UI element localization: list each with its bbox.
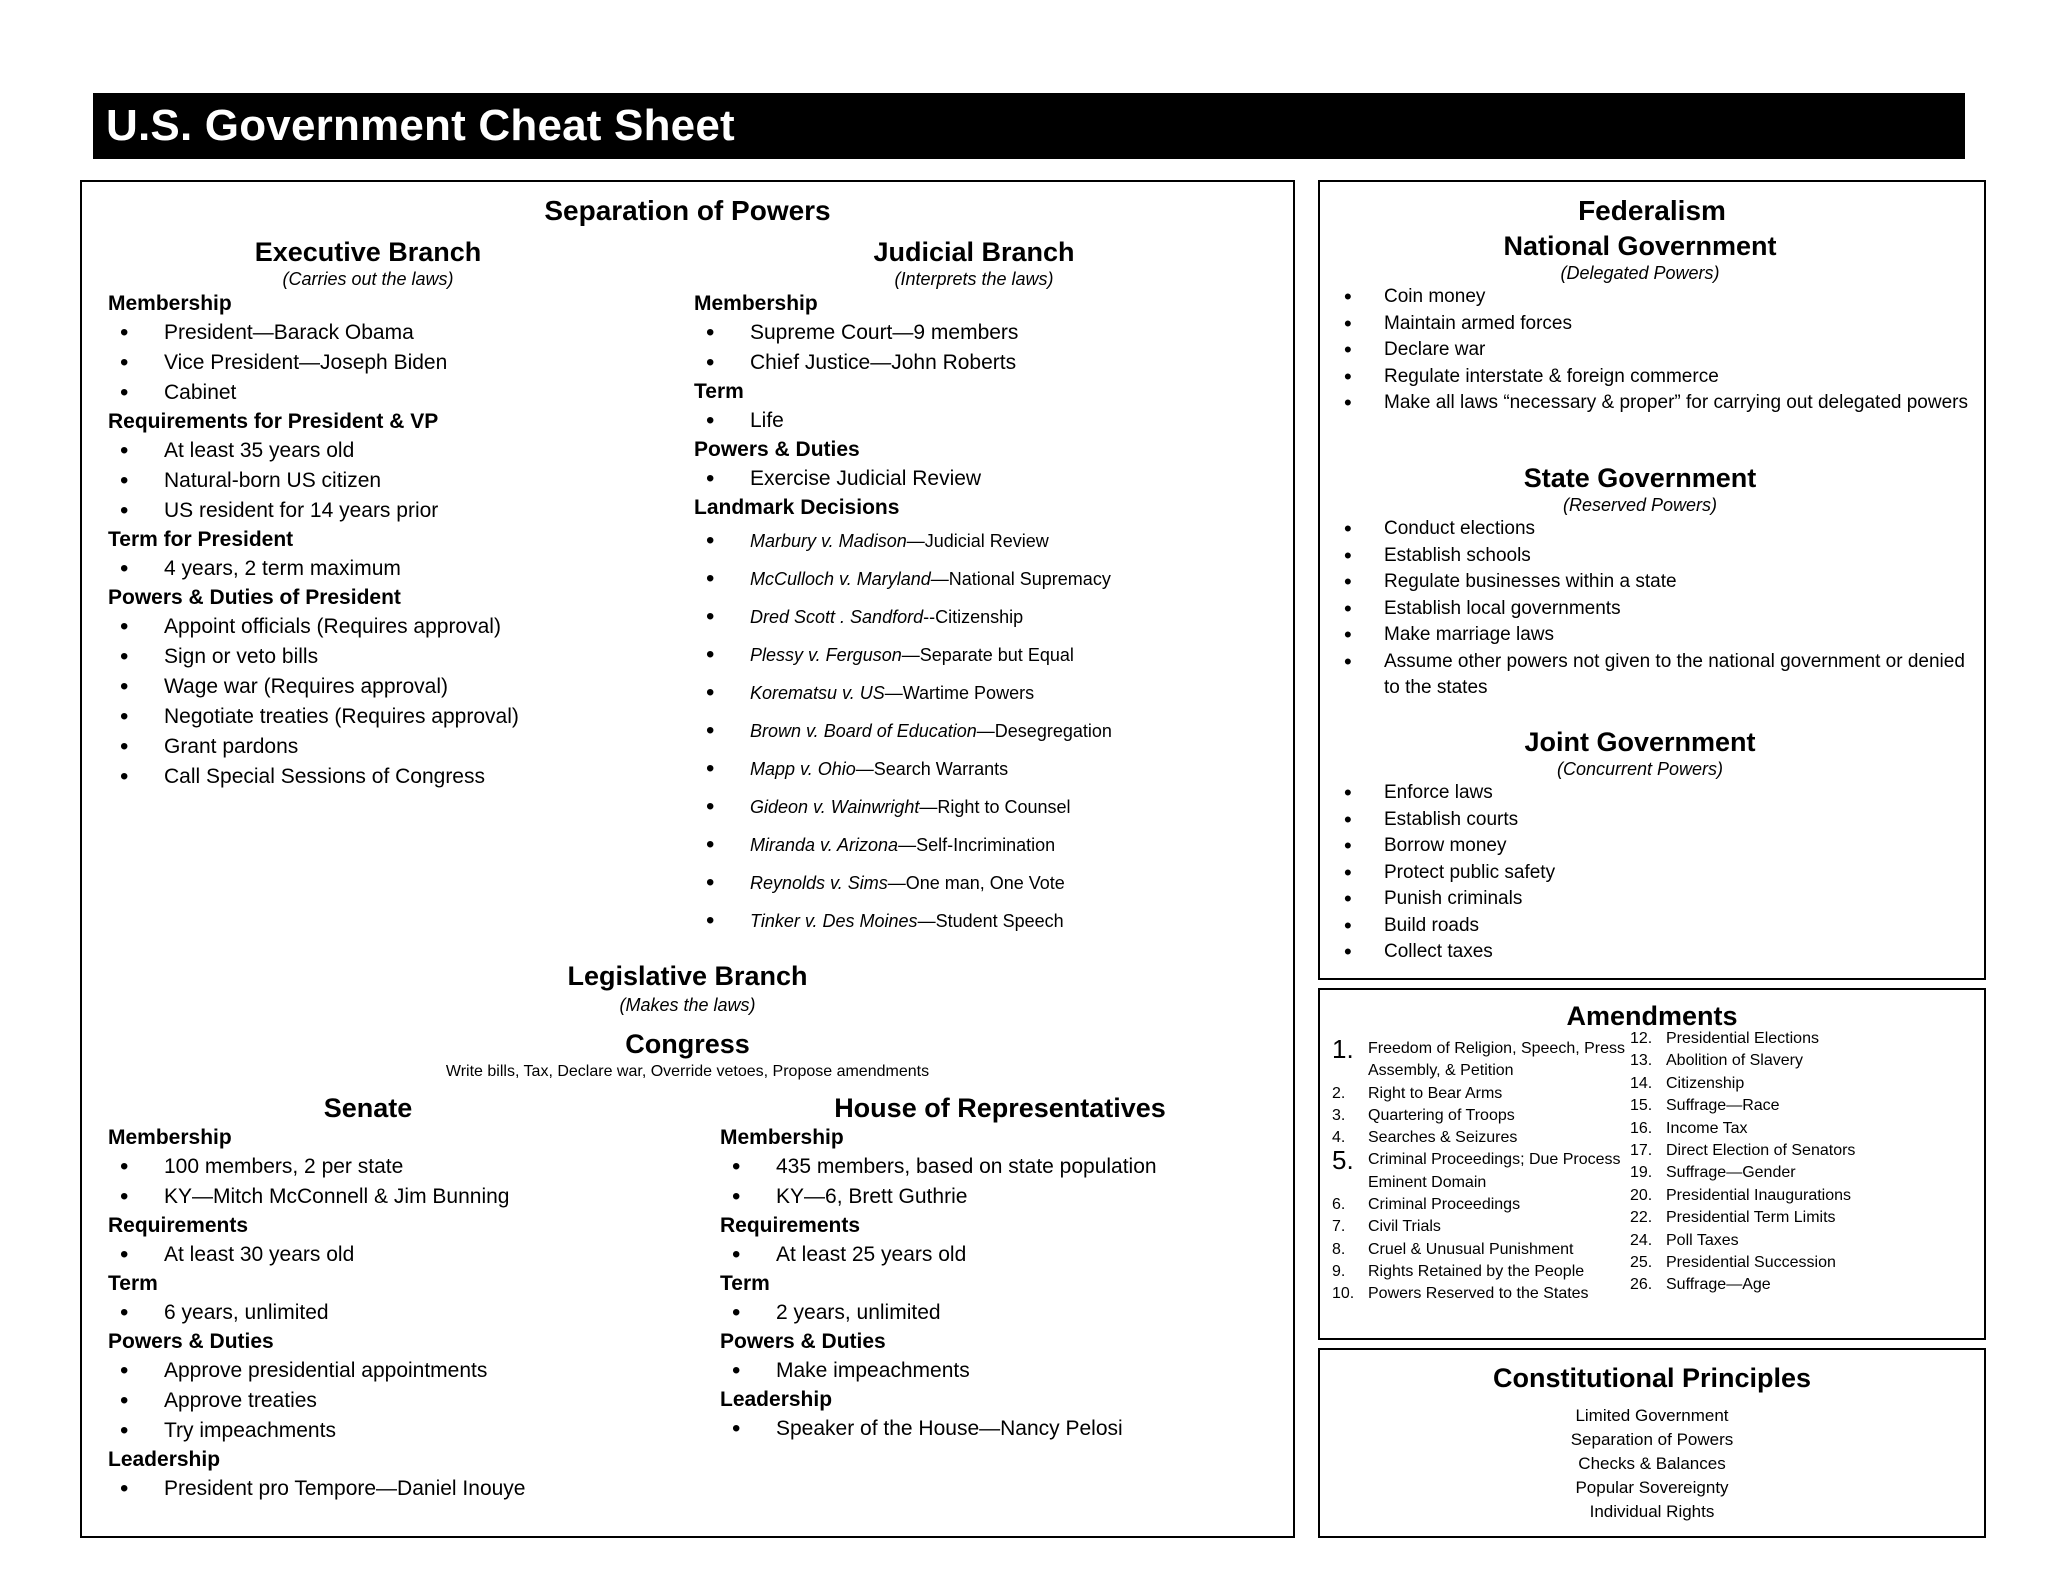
list-item: • Sign or veto bills [108, 642, 668, 672]
legislative-heading: Legislative Branch [567, 961, 808, 991]
amendment-text: Presidential Elections [1666, 1030, 1819, 1047]
list-item: • Collect taxes [1336, 939, 1976, 966]
list-item: • Wage war (Requires approval) [108, 672, 668, 702]
constitutional-principles-section [1318, 1348, 1986, 1538]
case-description: —Student Speech [917, 911, 1064, 931]
amendment-row [1332, 1239, 1632, 1261]
case-item [694, 560, 1274, 598]
amendment-text: Criminal Proceedings; Due Process [1368, 1151, 1621, 1169]
case-item [694, 826, 1274, 864]
list-item: • KY—6, Brett Guthrie [720, 1182, 1280, 1212]
senate-section [108, 1092, 668, 1504]
principles-list [1320, 1404, 1984, 1524]
case-item [694, 598, 1274, 636]
judicial-term-list [694, 406, 1274, 436]
list-item: • Exercise Judicial Review [694, 464, 1274, 494]
amendment-number: 19. [1630, 1164, 1653, 1182]
list-item: • US resident for 14 years prior [108, 496, 668, 526]
case-name: McCulloch v. Maryland [750, 569, 931, 589]
amendment-text: Abolition of Slavery [1666, 1052, 1803, 1070]
executive-branch [108, 236, 668, 792]
list-item: • Regulate businesses within a state [1336, 569, 1976, 596]
amendment-number: 15. [1630, 1097, 1653, 1115]
amendment-row [1630, 1140, 1970, 1162]
senate-powers-list [108, 1356, 668, 1446]
amendment-row [1332, 1127, 1632, 1149]
case-name: Mapp v. Ohio [750, 759, 856, 779]
list-item: • 435 members, based on state population [720, 1152, 1280, 1182]
executive-membership-list [108, 318, 668, 408]
list-item: • President pro Tempore—Daniel Inouye [108, 1474, 668, 1504]
senate-leadership-label: Leadership [108, 1448, 221, 1471]
list-item: • Borrow money [1336, 833, 1976, 860]
list-item: • Vice President—Joseph Biden [108, 348, 668, 378]
case-name: Reynolds v. Sims [750, 873, 888, 893]
list-item: • Make marriage laws [1336, 622, 1976, 649]
joint-subtitle: (Concurrent Powers) [1556, 759, 1724, 779]
amendment-row [1332, 1261, 1632, 1283]
judicial-powers-list [694, 464, 1274, 494]
separation-of-powers-section [80, 180, 1295, 1538]
judicial-subtitle: (Interprets the laws) [894, 269, 1054, 289]
list-item: • Chief Justice—John Roberts [694, 348, 1274, 378]
list-item: • Cabinet [108, 378, 668, 408]
amendment-number: 20. [1630, 1186, 1653, 1204]
joint-powers-list [1336, 780, 1976, 966]
state-subtitle: (Reserved Powers) [1562, 495, 1718, 515]
amendments-left-list [1332, 1034, 1632, 1306]
list-item: • Build roads [1336, 913, 1976, 940]
amendment-number: 3. [1332, 1106, 1346, 1124]
amendment-row [1332, 1194, 1632, 1216]
judicial-heading: Judicial Branch [873, 237, 1075, 267]
amendment-text: Income Tax [1666, 1119, 1748, 1137]
list-item: • At least 30 years old [108, 1240, 668, 1270]
amendment-number: 14. [1630, 1074, 1653, 1092]
landmark-decisions-label: Landmark Decisions [694, 496, 900, 519]
case-name: Marbury v. Madison [750, 531, 907, 551]
amendment-number [1332, 1060, 1368, 1082]
case-description: —Judicial Review [906, 531, 1049, 551]
case-description: —Separate but Equal [901, 645, 1074, 665]
executive-powers-list [108, 612, 668, 792]
case-name: Korematsu v. US [750, 683, 885, 703]
case-item [694, 864, 1274, 902]
senate-powers-label: Powers & Duties [108, 1330, 274, 1353]
judicial-powers-label: Powers & Duties [694, 438, 860, 461]
case-name: Gideon v. Wainwright [750, 797, 920, 817]
case-description: —National Supremacy [930, 569, 1111, 589]
amendment-number: 5. [1332, 1145, 1354, 1176]
list-item: • At least 25 years old [720, 1240, 1280, 1270]
list-item: • At least 35 years old [108, 436, 668, 466]
list-item: • Try impeachments [108, 1416, 668, 1446]
judicial-membership-label: Membership [694, 292, 818, 315]
congress-duties: Write bills, Tax, Declare war, Override vetoes, Propose amendments [445, 1063, 930, 1080]
amendment-text: Suffrage—Gender [1666, 1164, 1796, 1182]
legislative-subtitle: (Makes the laws) [619, 995, 756, 1015]
amendment-row [1332, 1060, 1632, 1082]
senate-leadership-list [108, 1474, 668, 1504]
amendment-number: 22. [1630, 1209, 1653, 1227]
page-title: U.S. Government Cheat Sheet [93, 93, 1965, 159]
amendment-row [1630, 1028, 1970, 1050]
list-item: • Grant pardons [108, 732, 668, 762]
case-description: —Right to Counsel [919, 797, 1071, 817]
house-section [720, 1092, 1280, 1444]
amendment-number: 9. [1332, 1262, 1346, 1280]
principles-heading: Constitutional Principles [1492, 1363, 1812, 1393]
list-item: • Establish schools [1336, 543, 1976, 570]
amendment-number: 7. [1332, 1218, 1346, 1236]
amendment-row [1630, 1050, 1970, 1072]
principle-item: Limited Government [1575, 1406, 1729, 1425]
list-item: • Maintain armed forces [1336, 311, 1976, 338]
list-item: • Punish criminals [1336, 886, 1976, 913]
executive-heading: Executive Branch [254, 237, 482, 267]
principle-item: Individual Rights [1589, 1502, 1715, 1521]
joint-government [1336, 726, 1976, 966]
list-item: • Coin money [1336, 284, 1976, 311]
landmark-decisions-list [694, 522, 1274, 940]
senate-term-list [108, 1298, 668, 1328]
amendment-text: Freedom of Religion, Speech, Press [1368, 1040, 1626, 1057]
amendment-number: 13. [1630, 1052, 1653, 1070]
case-item [694, 788, 1274, 826]
amendment-number: 4. [1332, 1129, 1346, 1147]
amendment-number: 16. [1630, 1119, 1653, 1137]
amendment-row [1630, 1162, 1970, 1184]
executive-subtitle: (Carries out the laws) [282, 269, 454, 289]
list-item: • 100 members, 2 per state [108, 1152, 668, 1182]
house-powers-list [720, 1356, 1280, 1386]
case-item [694, 750, 1274, 788]
principle-item: Popular Sovereignty [1575, 1478, 1729, 1497]
national-heading: National Government [1503, 231, 1777, 261]
case-item [694, 674, 1274, 712]
list-item: • Make impeachments [720, 1356, 1280, 1386]
amendment-number: 12. [1630, 1030, 1653, 1047]
list-item: • Protect public safety [1336, 860, 1976, 887]
house-requirements-list [720, 1240, 1280, 1270]
state-heading: State Government [1523, 463, 1757, 493]
list-item: • Declare war [1336, 337, 1976, 364]
executive-membership-label: Membership [108, 292, 232, 315]
list-item: • Life [694, 406, 1274, 436]
national-powers-list [1336, 284, 1976, 417]
amendment-number: 2. [1332, 1084, 1346, 1102]
house-heading: House of Representatives [834, 1093, 1166, 1123]
amendment-number: 8. [1332, 1240, 1346, 1258]
list-item: • Establish courts [1336, 807, 1976, 834]
amendment-number: 17. [1630, 1142, 1653, 1160]
amendments-heading: Amendments [1566, 1001, 1738, 1031]
amendment-row [1630, 1073, 1970, 1095]
case-description: —Search Warrants [855, 759, 1009, 779]
amendment-row [1332, 1283, 1632, 1305]
case-name: Miranda v. Arizona [750, 835, 899, 855]
case-item [694, 902, 1274, 940]
executive-requirements-label: Requirements for President & VP [108, 410, 439, 433]
house-leadership-list [720, 1414, 1280, 1444]
case-description: --Citizenship [923, 607, 1024, 627]
house-requirements-label: Requirements [720, 1214, 861, 1237]
case-item [694, 636, 1274, 674]
list-item: • Enforce laws [1336, 780, 1976, 807]
amendment-number: 10. [1332, 1285, 1355, 1303]
house-term-list [720, 1298, 1280, 1328]
list-item: • 6 years, unlimited [108, 1298, 668, 1328]
amendment-row [1630, 1118, 1970, 1140]
amendment-row [1332, 1145, 1632, 1176]
amendment-text: Rights Retained by the People [1368, 1262, 1585, 1280]
list-item: • Assume other powers not given to the national government or denied to the states [1336, 649, 1976, 702]
amendment-row [1630, 1252, 1970, 1274]
senate-membership-list [108, 1152, 668, 1212]
amendment-text: Right to Bear Arms [1368, 1084, 1503, 1102]
amendment-text: Presidential Succession [1666, 1254, 1836, 1272]
list-item: • Make all laws “necessary & proper” for carrying out delegated powers [1336, 390, 1976, 417]
amendment-text: Searches & Seizures [1368, 1129, 1518, 1147]
list-item: • Appoint officials (Requires approval) [108, 612, 668, 642]
federalism-heading: Federalism [1578, 195, 1726, 226]
amendment-text: Eminent Domain [1368, 1173, 1487, 1191]
case-description: —Wartime Powers [884, 683, 1035, 703]
case-description: —Desegregation [976, 721, 1112, 741]
amendment-row [1630, 1185, 1970, 1207]
congress-heading: Congress [625, 1029, 750, 1059]
amendment-row [1332, 1105, 1632, 1127]
senate-requirements-label: Requirements [108, 1214, 249, 1237]
amendment-text: Assembly, & Petition [1368, 1062, 1514, 1080]
amendment-row [1630, 1274, 1970, 1296]
executive-term-label: Term for President [108, 528, 294, 551]
judicial-branch [694, 236, 1274, 940]
list-item: • Approve treaties [108, 1386, 668, 1416]
list-item: • Establish local governments [1336, 596, 1976, 623]
amendment-row [1332, 1083, 1632, 1105]
amendment-row [1332, 1216, 1632, 1238]
amendment-row [1332, 1034, 1632, 1064]
joint-heading: Joint Government [1524, 727, 1756, 757]
federalism-section [1318, 180, 1986, 980]
list-item: • Speaker of the House—Nancy Pelosi [720, 1414, 1280, 1444]
amendment-text: Presidential Inaugurations [1666, 1186, 1852, 1204]
amendment-text: Presidential Term Limits [1666, 1209, 1836, 1227]
state-powers-list [1336, 516, 1976, 702]
house-leadership-label: Leadership [720, 1388, 833, 1411]
house-term-label: Term [720, 1272, 770, 1295]
amendment-text: Cruel & Unusual Punishment [1368, 1240, 1574, 1258]
case-name: Dred Scott . Sandford [750, 607, 924, 627]
list-item: • Approve presidential appointments [108, 1356, 668, 1386]
principle-item: Separation of Powers [1570, 1430, 1734, 1449]
judicial-membership-list [694, 318, 1274, 378]
amendment-number: 6. [1332, 1196, 1346, 1214]
state-government [1336, 462, 1976, 702]
list-item: • Regulate interstate & foreign commerce [1336, 364, 1976, 391]
amendment-text: Powers Reserved to the States [1368, 1285, 1589, 1303]
house-membership-list [720, 1152, 1280, 1212]
judicial-term-label: Term [694, 380, 744, 403]
amendment-text: Criminal Proceedings [1368, 1196, 1521, 1214]
amendment-row [1630, 1095, 1970, 1117]
executive-requirements-list [108, 436, 668, 526]
senate-membership-label: Membership [108, 1126, 232, 1149]
amendments-right-list [1630, 1028, 1970, 1297]
amendment-number [1332, 1172, 1368, 1194]
case-name: Brown v. Board of Education [750, 721, 977, 741]
senate-term-label: Term [108, 1272, 158, 1295]
case-name: Plessy v. Ferguson [750, 645, 902, 665]
list-item: • Conduct elections [1336, 516, 1976, 543]
list-item: • 2 years, unlimited [720, 1298, 1280, 1328]
amendment-text: Civil Trials [1368, 1218, 1441, 1236]
case-item [694, 712, 1274, 750]
list-item: • Negotiate treaties (Requires approval) [108, 702, 668, 732]
list-item: • Call Special Sessions of Congress [108, 762, 668, 792]
case-description: —One man, One Vote [887, 873, 1065, 893]
house-powers-label: Powers & Duties [720, 1330, 886, 1353]
house-membership-label: Membership [720, 1126, 844, 1149]
senate-requirements-list [108, 1240, 668, 1270]
case-description: —Self-Incrimination [898, 835, 1056, 855]
case-item [694, 522, 1274, 560]
executive-term-list [108, 554, 668, 584]
amendment-number: 24. [1630, 1231, 1653, 1249]
amendment-row [1630, 1207, 1970, 1229]
amendment-text: Direct Election of Senators [1666, 1142, 1856, 1160]
separation-heading: Separation of Powers [544, 195, 831, 226]
amendment-number: 25. [1630, 1254, 1653, 1272]
list-item: • KY—Mitch McConnell & Jim Bunning [108, 1182, 668, 1212]
amendment-number: 1. [1332, 1034, 1354, 1064]
senate-heading: Senate [323, 1093, 413, 1123]
list-item: • 4 years, 2 term maximum [108, 554, 668, 584]
amendment-row [1332, 1172, 1632, 1194]
amendment-text: Citizenship [1666, 1074, 1745, 1092]
amendment-number: 26. [1630, 1276, 1653, 1294]
case-name: Tinker v. Des Moines [750, 911, 918, 931]
principle-item: Checks & Balances [1578, 1454, 1726, 1473]
amendment-row [1630, 1230, 1970, 1252]
amendment-text: Poll Taxes [1666, 1231, 1739, 1249]
amendment-text: Suffrage—Race [1666, 1097, 1780, 1115]
national-government [1336, 230, 1976, 417]
list-item: • Supreme Court—9 members [694, 318, 1274, 348]
list-item: • Natural-born US citizen [108, 466, 668, 496]
executive-powers-label: Powers & Duties of President [108, 586, 401, 609]
amendment-text: Suffrage—Age [1666, 1276, 1771, 1294]
list-item: • President—Barack Obama [108, 318, 668, 348]
national-subtitle: (Delegated Powers) [1560, 263, 1720, 283]
amendments-section [1318, 988, 1986, 1340]
amendment-text: Quartering of Troops [1368, 1106, 1515, 1124]
